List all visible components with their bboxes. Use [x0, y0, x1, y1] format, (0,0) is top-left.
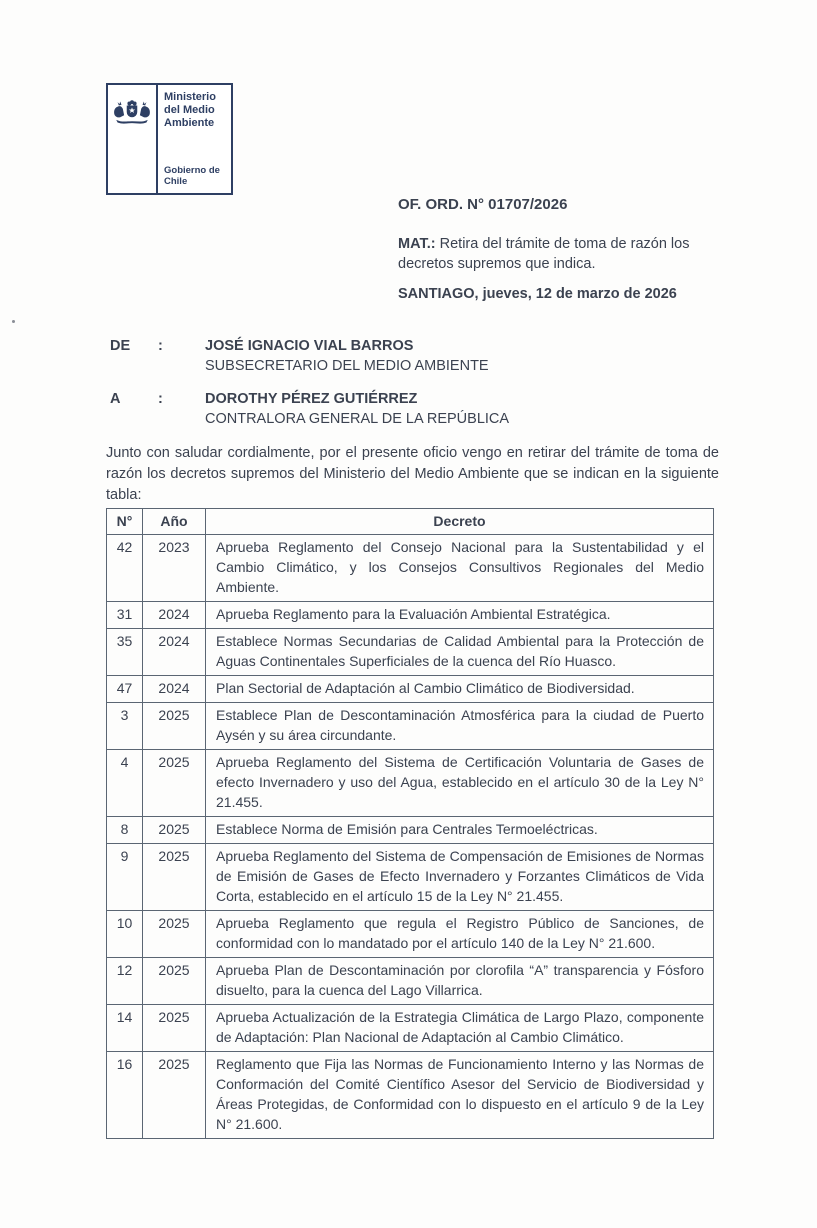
- cell-n: 12: [107, 958, 143, 1005]
- intro-paragraph: Junto con saludar cordialmente, por el presente oficio vengo en retirar del trámite de toma de razón los decretos supremos del Ministerio del Medio Ambiente que se indican en la siguiente tabla:: [106, 445, 719, 503]
- logo-emblem-cell: [108, 85, 158, 193]
- cell-n: 4: [107, 750, 143, 817]
- cell-decree: Aprueba Plan de Descontaminación por clorofila “A” transparencia y Fósforo disuelto, para la cuenca del Lago Villarrica.: [206, 958, 714, 1005]
- cell-year: 2025: [143, 1005, 206, 1052]
- cell-n: 42: [107, 535, 143, 602]
- cell-n: 16: [107, 1052, 143, 1139]
- decree-table-container: [106, 508, 714, 1139]
- table-row: [107, 676, 714, 703]
- cell-year: 2024: [143, 676, 206, 703]
- cell-n: 9: [107, 844, 143, 911]
- scan-artifact-dot: [12, 320, 15, 323]
- cell-decree: Aprueba Reglamento del Sistema de Compensación de Emisiones de Normas de Emisión de Gases de Efecto Invernadero y Forzantes Climáticos de Vida Corta, establecido en el artículo 15 de la Ley N° 21.455.: [206, 844, 714, 911]
- cell-year: 2025: [143, 1052, 206, 1139]
- to-person: [205, 389, 509, 429]
- cell-decree: Plan Sectorial de Adaptación al Cambio Climático de Biodiversidad.: [206, 676, 714, 703]
- cell-n: 47: [107, 676, 143, 703]
- cell-year: 2024: [143, 602, 206, 629]
- cell-decree: Aprueba Reglamento del Consejo Nacional para la Sustentabilidad y el Cambio Climático, y los Consejos Consultivos Regionales del Medio Ambiente.: [206, 535, 714, 602]
- table-row: [107, 1052, 714, 1139]
- cell-decree: Establece Plan de Descontaminación Atmosférica para la ciudad de Puerto Aysén y su área circundante.: [206, 703, 714, 750]
- cell-year: 2025: [143, 703, 206, 750]
- ministry-logo: [106, 83, 233, 195]
- logo-ministry-name: Ministerio del Medio Ambiente: [164, 91, 216, 129]
- cell-decree: Aprueba Reglamento que regula el Registro Público de Sanciones, de conformidad con lo mandatado por el artículo 140 de la Ley N° 21.600.: [206, 911, 714, 958]
- table-row: [107, 958, 714, 1005]
- decree-table: [106, 508, 714, 1139]
- table-row: [107, 1005, 714, 1052]
- cell-decree: Establece Norma de Emisión para Centrales Termoeléctricas.: [206, 817, 714, 844]
- table-row: [107, 844, 714, 911]
- cell-decree: Aprueba Reglamento del Sistema de Certificación Voluntaria de Gases de efecto Invernadero y uso del Agua, establecido en el artículo 30 de la Ley N° 21.455.: [206, 750, 714, 817]
- from-title: SUBSECRETARIO DEL MEDIO AMBIENTE: [205, 358, 489, 374]
- to-title: CONTRALORA GENERAL DE LA REPÚBLICA: [205, 411, 510, 427]
- to-colon: :: [158, 391, 163, 407]
- from-label: DE: [110, 338, 131, 354]
- header-n: N°: [107, 509, 143, 535]
- header-decree: Decreto: [206, 509, 714, 535]
- cell-year: 2023: [143, 535, 206, 602]
- cell-decree: Establece Normas Secundarias de Calidad Ambiental para la Protección de Aguas Continentales Superficiales de la cuenca del Río Huasco.: [206, 629, 714, 676]
- table-row: [107, 703, 714, 750]
- cell-year: 2025: [143, 958, 206, 1005]
- cell-n: 8: [107, 817, 143, 844]
- decree-table-body: [107, 535, 714, 1139]
- cell-year: 2025: [143, 750, 206, 817]
- from-person: [205, 336, 489, 376]
- cell-decree: Reglamento que Fija las Normas de Funcionamiento Interno y las Normas de Conformación del Comité Científico Asesor del Servicio de Biodiversidad y Áreas Protegidas, de Conformidad con lo dispuesto en el artículo 9 de la Ley N° 21.600.: [206, 1052, 714, 1139]
- ord-number-line: OF. ORD. N° 01707/2026: [398, 196, 568, 213]
- table-row: [107, 817, 714, 844]
- to-block: [110, 389, 730, 429]
- table-row: [107, 535, 714, 602]
- cell-year: 2025: [143, 844, 206, 911]
- table-row: [107, 750, 714, 817]
- mat-label: MAT.:: [398, 236, 436, 252]
- mat-block: [398, 234, 733, 274]
- logo-government-label: Gobierno de Chile: [164, 165, 220, 187]
- header-row: [107, 509, 714, 535]
- mat-text: Retira del trámite de toma de razón los decretos supremos que indica.: [398, 236, 690, 272]
- from-name: JOSÉ IGNACIO VIAL BARROS: [205, 338, 414, 354]
- cell-decree: Aprueba Reglamento para la Evaluación Ambiental Estratégica.: [206, 602, 714, 629]
- coat-of-arms-icon: [111, 97, 153, 193]
- cell-year: 2025: [143, 911, 206, 958]
- cell-n: 3: [107, 703, 143, 750]
- cell-decree: Aprueba Actualización de la Estrategia Climática de Largo Plazo, componente de Adaptación: Plan Nacional de Adaptación al Cambio Climático.: [206, 1005, 714, 1052]
- cell-year: 2025: [143, 817, 206, 844]
- cell-n: 10: [107, 911, 143, 958]
- cell-n: 31: [107, 602, 143, 629]
- table-row: [107, 911, 714, 958]
- cell-year: 2024: [143, 629, 206, 676]
- logo-text-cell: [158, 85, 231, 193]
- table-row: [107, 629, 714, 676]
- to-label: A: [110, 391, 121, 407]
- cell-n: 14: [107, 1005, 143, 1052]
- header-year: Año: [143, 509, 206, 535]
- decree-table-head: [107, 509, 714, 535]
- cell-n: 35: [107, 629, 143, 676]
- from-block: [110, 336, 730, 376]
- table-row: [107, 602, 714, 629]
- from-colon: :: [158, 338, 163, 354]
- to-name: DOROTHY PÉREZ GUTIÉRREZ: [205, 391, 418, 407]
- place-date-line: SANTIAGO, jueves, 12 de marzo de 2026: [398, 286, 677, 302]
